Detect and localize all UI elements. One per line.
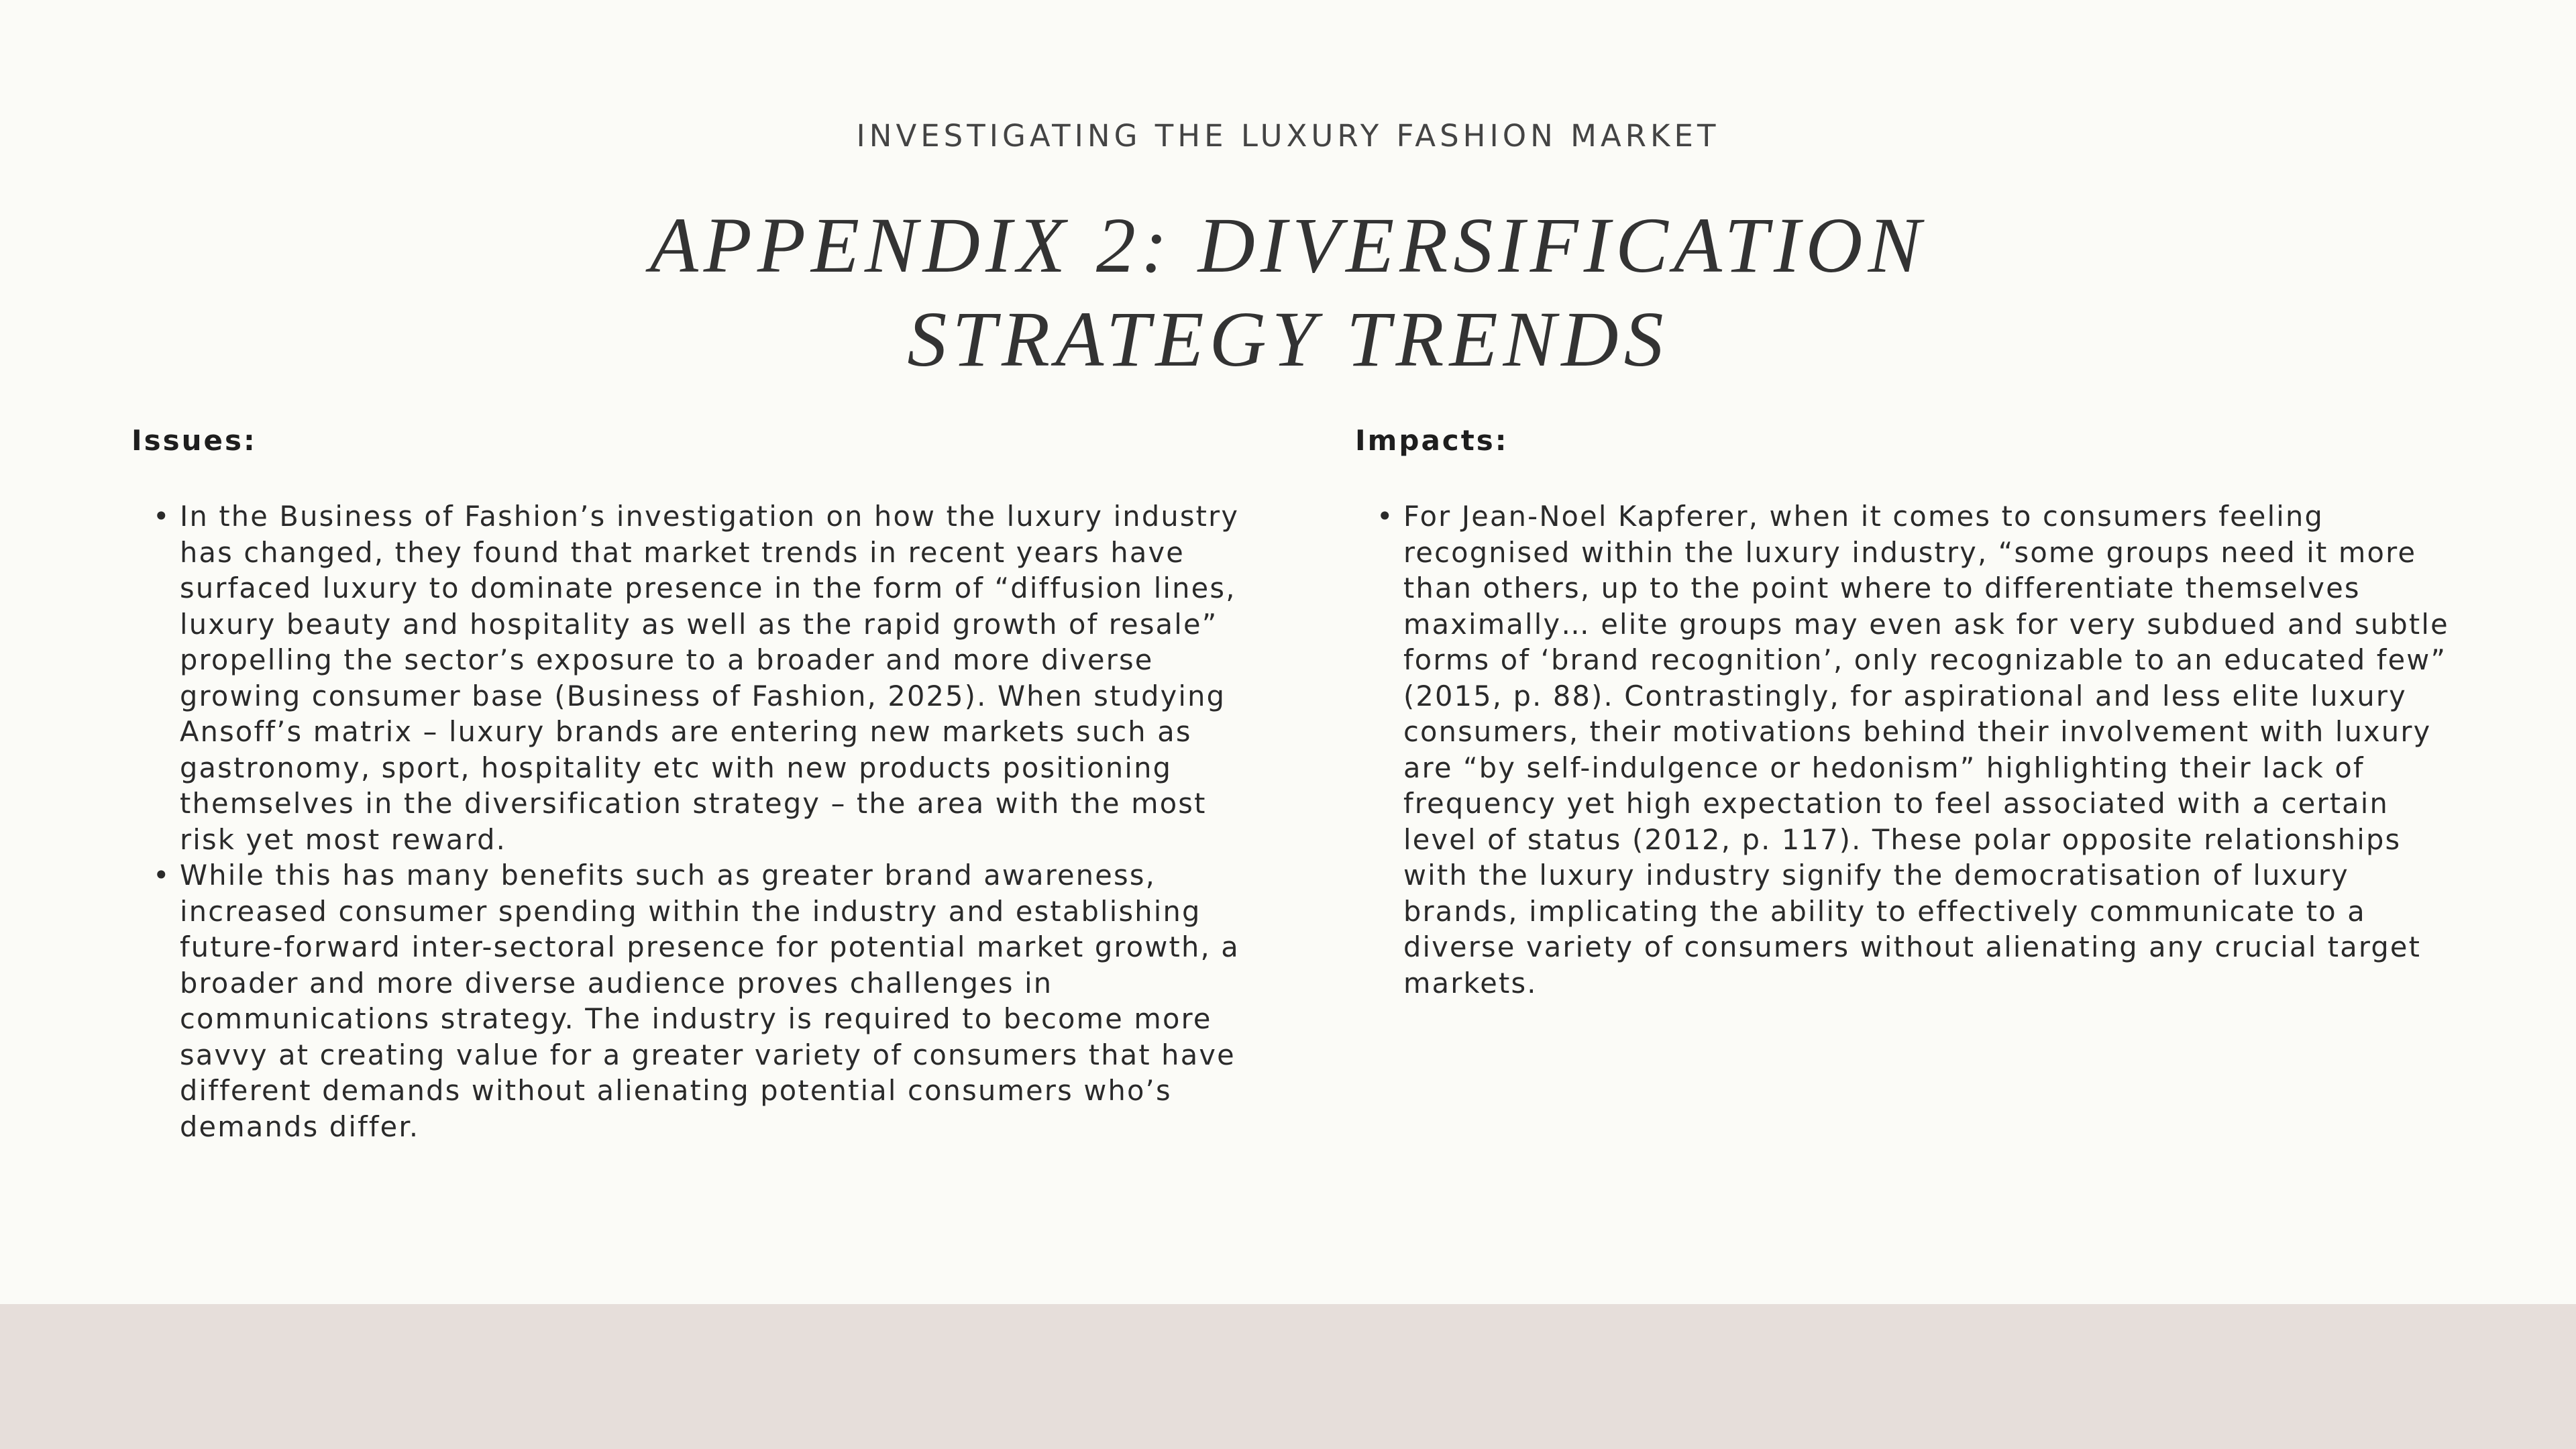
page-title bbox=[0, 199, 2576, 386]
impacts-bullet-text: For Jean-Noel Kapferer, when it comes to consumers feeling recognised within the luxury industry, “some groups need it more than others, up to the point where to differentiate themselves maximally… elite groups may even ask for very subdued and subtle forms of ‘brand recognition’, only recognizable to an educated few” (2015, p. 88). Contrastingly, for aspirational and less elite luxury consumers, their motivations behind their involvement with luxury are “by self-indulgence or hedonism” highlighting their lack of frequency yet high expectation to feel associated with a certain level of status (2012, p. 117). These polar opposite relationships with the luxury industry signify the democratisation of luxury brands, implicating the ability to effectively communicate to a diverse variety of consumers without alienating any crucial target markets. bbox=[1403, 500, 2449, 1000]
issues-section bbox=[131, 424, 1258, 1144]
list-item bbox=[131, 498, 1258, 857]
bullet-icon: • bbox=[153, 859, 171, 892]
issues-bullet-text: In the Business of Fashion’s investigation on how the luxury industry has changed, they found that market trends in recent years have surfaced luxury to dominate presence in the form of “diffusion lines, luxury beauty and hospitality as well as the rapid growth of resale” propelling the sector’s exposure to a broader and more diverse growing consumer base (Business of Fashion, 2025). When studying Ansoff’s matrix – luxury brands are entering new markets such as gastronomy, sport, hospitality etc with new products positioning themselves in the diversification strategy – the area with the most risk yet most reward. bbox=[180, 500, 1240, 856]
title-line-1: APPENDIX 2: DIVERSIFICATION bbox=[649, 201, 1927, 289]
list-item bbox=[131, 857, 1258, 1144]
document-subtitle: INVESTIGATING THE LUXURY FASHION MARKET bbox=[856, 118, 1720, 154]
impacts-heading: Impacts: bbox=[1355, 424, 1509, 457]
issues-bullet-text: While this has many benefits such as greater brand awareness, increased consumer spending within the industry and establishing future-forward inter-sectoral presence for potential market growth, a broader and more diverse audience proves challenges in communications strategy. The industry is required to become more savvy at creating value for a greater variety of consumers that have different demands without alienating potential consumers who’s demands differ. bbox=[180, 859, 1240, 1143]
bullet-icon: • bbox=[153, 500, 171, 533]
bullet-icon: • bbox=[1377, 500, 1395, 533]
list-item bbox=[1355, 498, 2455, 1001]
footer-band bbox=[0, 1304, 2576, 1449]
title-line-2: STRATEGY TRENDS bbox=[907, 295, 1669, 383]
issues-list bbox=[131, 498, 1258, 1144]
impacts-section bbox=[1355, 424, 2455, 1001]
issues-heading: Issues: bbox=[131, 424, 257, 457]
impacts-list bbox=[1355, 498, 2455, 1001]
